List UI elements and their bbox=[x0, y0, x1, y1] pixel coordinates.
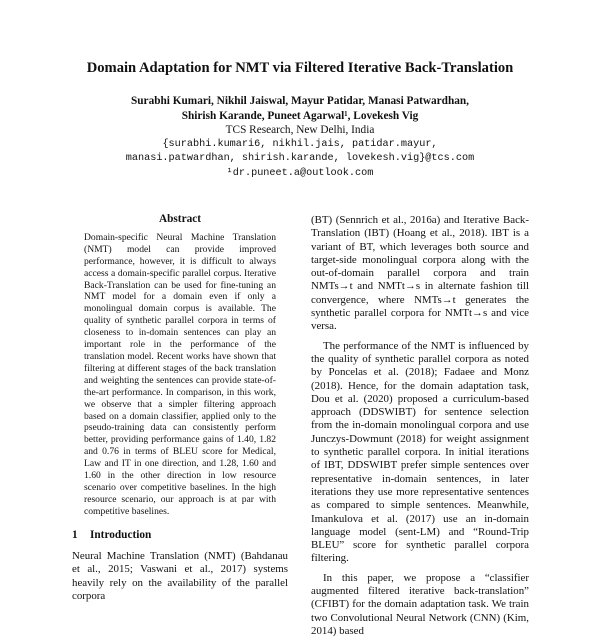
intro-paragraph: Neural Machine Translation (NMT) (Bahdanau et al., 2015; Vaswani et al., 2017) systems heavily rely on the availability of the parallel corpora bbox=[72, 549, 288, 603]
abstract-text: Domain-specific Neural Machine Translation (NMT) model can provide improved performance, however, it is difficult to always access a domain-specific parallel corpus. Iterative Back-Translation can be used for fine-tuning an NMT model for a domain even if only a monolingual domain corpus is available. The quality of synthetic parallel corpora in terms of closeness to in-domain sentences can play an important role in the performance of the translation model. Recent works have shown that filtering at different stages of the back translation and weighting the sentences can provide state-of-the-art performance. In comparison, in this work, we observe that a simpler filtering approach based on a domain classifier, applied only to the pseudo-training data can consistently perform better, providing performance gains of 1.40, 1.82 and 0.76 in terms of BLEU score for Medical, Law and IT in one direction, and 1.28, 1.60 and 1.60 in the other direction in low resource scenario over competitive baselines. In the high resource scenario, our approach is at par with competitive baselines. bbox=[84, 231, 276, 517]
authors-line-2: Shirish Karande, Puneet Agarwal¹, Lovekesh Vig bbox=[181, 109, 419, 122]
abstract-heading: Abstract bbox=[158, 213, 202, 225]
section-heading bbox=[72, 530, 288, 542]
email-line-1: {surabhi.kumari6, nikhil.jais, patidar.mayur, bbox=[162, 138, 438, 150]
section-title: Introduction bbox=[90, 528, 152, 541]
right-column bbox=[311, 214, 529, 644]
email-line-3: ¹dr.puneet.a@outlook.com bbox=[226, 167, 374, 179]
paper-title: Domain Adaptation for NMT via Filtered Iterative Back-Translation bbox=[86, 60, 514, 76]
section-number: 1 bbox=[72, 528, 78, 541]
affiliation: TCS Research, New Delhi, India bbox=[225, 124, 375, 136]
right-paragraph-2: The performance of the NMT is influenced by the quality of synthetic parallel corpora as noted by Poncelas et al. (2018); Fadaee and Monz (2018). Hence, for the domain adaptation task, Dou et al. (2020) proposed a curriculum-based approach (DDSWIBT) for sentence selection from the in-domain monolingual corpora and use Junczys-Dowmunt (2018) for weight assignment to synthetic parallel corpora. In initial iterations of IBT, DDSWIBT prefer simple sentences over representative in-domain sentences, in later iterations they use more representative sentences as compared to simple sentences. Meanwhile, Imankulova et al. (2017) use an in-domain language model (sent-LM) and “Round-Trip BLEU” score for synthetic parallel corpora filtering. bbox=[311, 339, 529, 565]
email-line-2: manasi.patwardhan, shirish.karande, lovekesh.vig}@tcs.com bbox=[125, 153, 475, 164]
author-block bbox=[0, 94, 600, 181]
right-paragraph-3: In this paper, we propose a “classifier augmented filtered iterative back-translation” (CFIBT) for the domain adaptation task. We train two Convolutional Neural Network (CNN) (Kim, 2014) based bbox=[311, 571, 529, 637]
authors-line-1: Surabhi Kumari, Nikhil Jaiswal, Mayur Patidar, Manasi Patwardhan, bbox=[130, 95, 469, 107]
right-paragraph-1: (BT) (Sennrich et al., 2016a) and Iterative Back-Translation (IBT) (Hoang et al., 2018). IBT is a variant of BT, which leverages both source and target-side monolingual corpora along with the out-of-domain parallel corpora and train NMTs→t and NMTt→s in alternate fashion till convergence, where NMTs→t generates the synthetic parallel corpora for NMTt→s and vice versa. bbox=[311, 214, 529, 333]
left-column bbox=[72, 214, 288, 604]
